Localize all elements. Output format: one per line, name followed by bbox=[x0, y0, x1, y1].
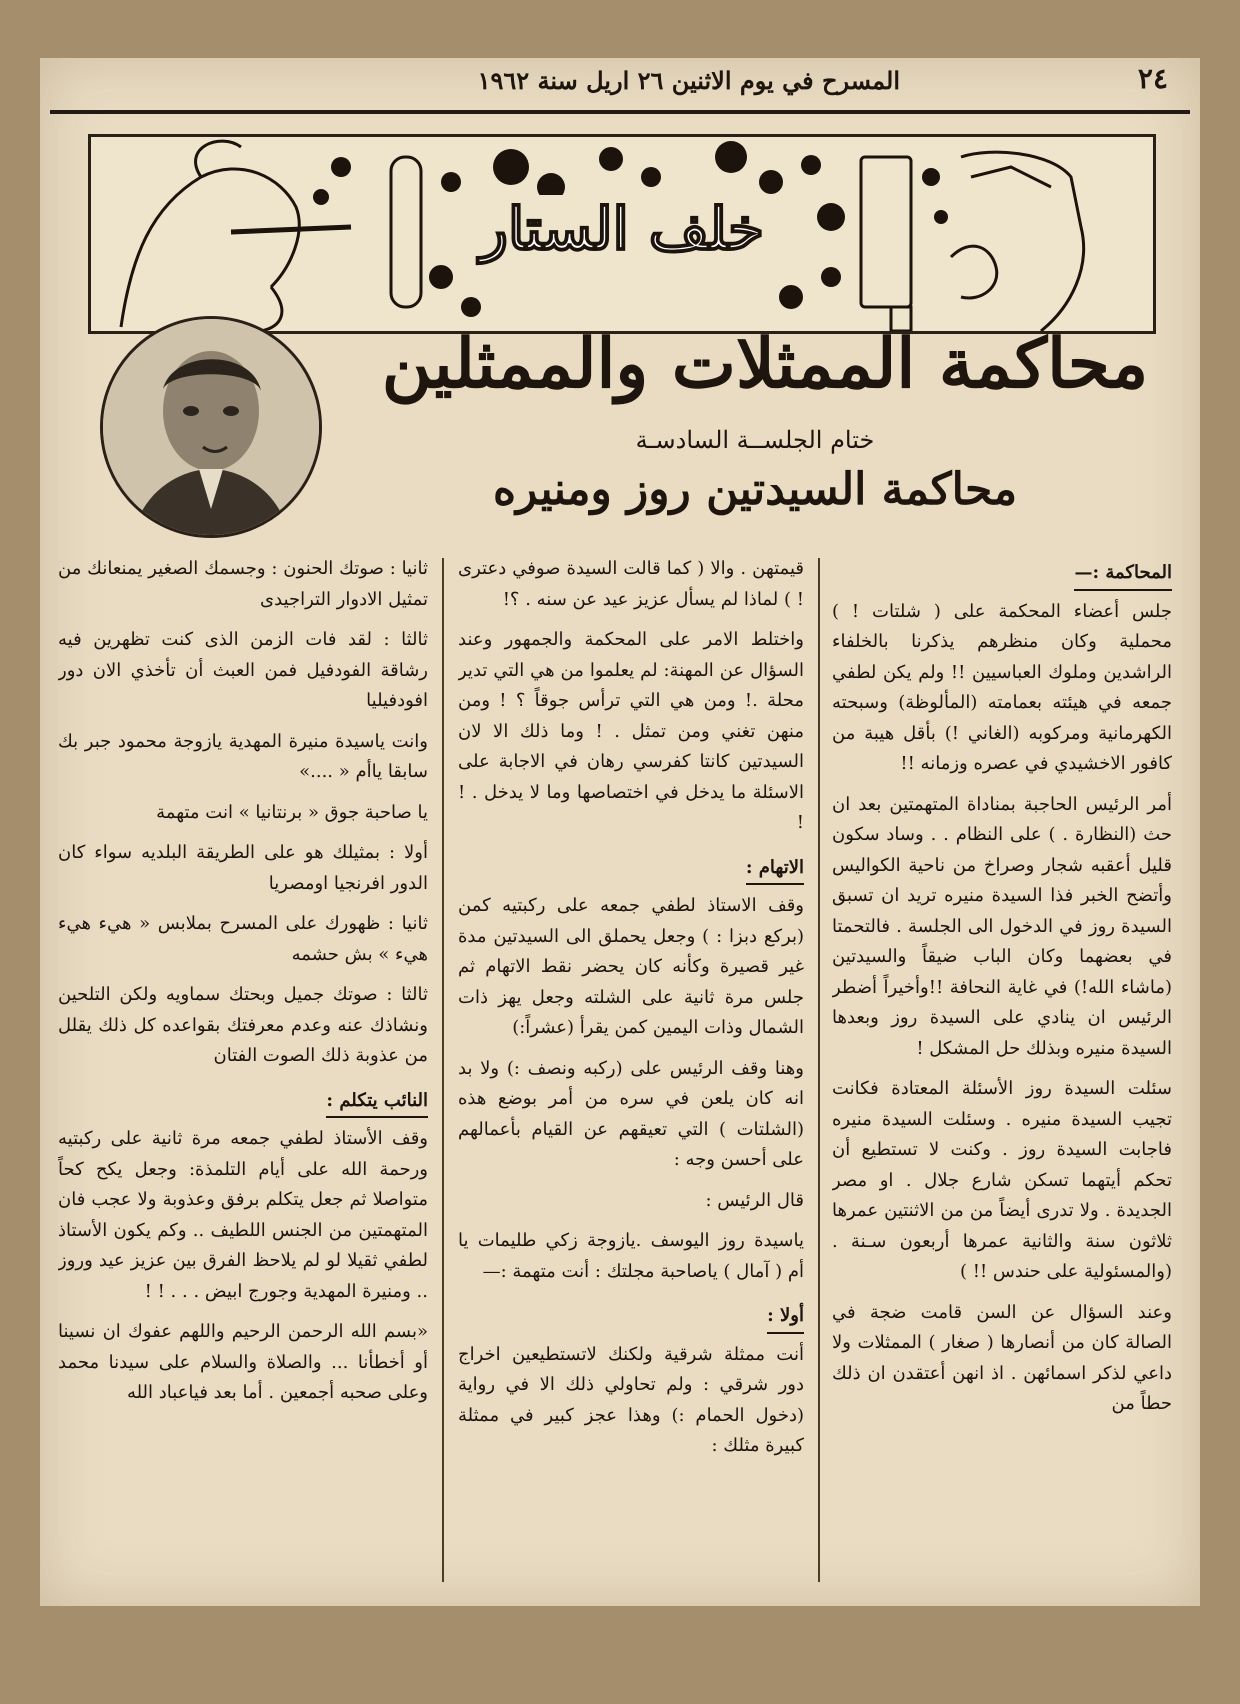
text-column-middle bbox=[458, 554, 804, 1586]
article-title: محاكمة الممثلات والممثلين bbox=[381, 324, 1149, 404]
page-number: ٢٤ bbox=[1137, 62, 1168, 95]
article-subtitle: ختام الجلســة السادسـة bbox=[635, 426, 875, 454]
paragraph: وقف الأستاذ لطفي جمعه مرة ثانية على ركبتيه ورحمة الله على أيام التلمذة: وجعل يكح كحاً متواصلا ثم جعل يتكلم برفق وعذوبة ولا عجب فان المتهمتين من الجنس اللطيف .. وكم يكون الأستاذ لطفي ثقيلا لو لم يلاحظ الفرق بين عزيز عيد وروز .. ومنيرة المهدية وجورج ابيض . . . ! ! bbox=[58, 1128, 428, 1302]
paragraph: جلس أعضاء المحكمة على ( شلتات ! ) محملية وكان منظرهم يذكرنا بالخلفاء الراشدين وملوك العباسيين !! ولم يكن لطفي جمعه في هيئته بعمامته (المألوظة) وسبحته الكهرمانية ومركوبه (الغاني !) بأقل هيبة من كافور الاخشيدي في عصره وزمانه !! bbox=[832, 600, 1172, 774]
portrait-photo bbox=[100, 316, 322, 538]
paragraph: ثالثا : لقد فات الزمن الذى كنت تظهرين فيه رشاقة الفودفيل فمن العبث أن تأخذي الان دور افودفيليا bbox=[58, 629, 428, 711]
paragraph: ثانيا : صوتك الحنون : وجسمك الصغير يمنعانك من تمثيل الادوار التراجيدى bbox=[58, 558, 428, 610]
text-column-right bbox=[832, 554, 1172, 1586]
paragraph: وقف الاستاذ لطفي جمعه على ركبتيه كمن (بركع دبزا : ) وجعل يحملق الى السيدتين مدة غير قصيرة وكأنه كان يحضر نقط الاتهام ثم جلس مرة ثانية على الشلته وجعل يهز ذات الشمال وذات اليمين كمن يقرأ (عشراً:) bbox=[458, 895, 804, 1038]
text-column-left bbox=[58, 554, 428, 1586]
newspaper-page bbox=[40, 58, 1200, 1606]
section-heading: المحاكمة :— bbox=[1074, 558, 1172, 591]
section-heading: أولا : bbox=[767, 1301, 804, 1334]
paragraph: أمر الرئيس الحاجبة بمناداة المتهمتين بعد ان حث (النظارة . ) على النظام . . وساد سكون قليل أعقبه شجار وصراخ من ناحية الكواليس وأتضح الخبر فذا السيدة منيره تريد ان تسبق السيدة روز في الدخول الى الجلسة . فالتحمتا في بعضهما وكان الباب ضيقاً والسيدتين (ماشاء الله!) في غاية النحافة !!وأخيراً أضطر الرئيس ان ينادي على السيدة روز وبعدها السيدة منيره وبذلك حل المشكل ! bbox=[832, 793, 1172, 1059]
paragraph: وانت ياسيدة منيرة المهدية يازوجة محمود جبر بك سابقا ياأم « ....» bbox=[58, 730, 428, 782]
paragraph: ياسيدة روز اليوسف .يازوجة زكي طليمات يا أم ( آمال ) ياصاحبة مجلتك : أنت متهمة :— bbox=[458, 1230, 804, 1282]
paragraph: «بسم الله الرحمن الرحيم واللهم عفوك ان نسينا أو أخطأنا ... والصلاة والسلام على سيدنا محمد وعلى صحبه أجمعين . أما بعد فياعباد الله bbox=[58, 1321, 428, 1403]
paragraph: يا صاحبة جوق « برنتانيا » انت متهمة bbox=[156, 801, 428, 823]
paragraph: واختلط الامر على المحكمة والجمهور وعند السؤال عن المهنة: لم يعلموا من هي التي تدير محلة .! ومن هي التي ترأس جوقاً ؟ ! ومن منهن تغني ومن تمثل . ! وما ذلك الا لان السيدتين كانتا كفرسي رهان في الاجابة على الاسئلة ما يدخل في اختصاصها وما لا يدخل . ! ! bbox=[458, 629, 804, 833]
column-divider bbox=[818, 558, 820, 1582]
section-heading: الاتهام : bbox=[746, 853, 804, 886]
paragraph: قال الرئيس : bbox=[705, 1189, 804, 1211]
paragraph: وعند السؤال عن السن قامت ضجة في الصالة كان من أنصارها ( صغار ) الممثلات ولا داعي لذكر اسمائهن . اذ انهن أعتقدن ان ذلك حطاً من bbox=[832, 1301, 1172, 1414]
header-rule bbox=[50, 110, 1190, 114]
running-head: المسرح في يوم الاثنين ٢٦ اريل سنة ١٩٦٢ bbox=[477, 66, 900, 95]
paragraph: أنت ممثلة شرقية ولكنك لاتستطيعين اخراج دور شرقي : ولم تحاولي ذلك الا في رواية (دخول الحمام :) وهذا عجز كبير في ممثلة كبيرة مثلك : bbox=[458, 1343, 804, 1456]
paragraph: سئلت السيدة روز الأسئلة المعتادة فكانت تجيب السيدة منيره . وسئلت السيدة منيره فاجابت السيدة روز . وكنت لا تستطيع أن تحكم أيتهما تسكن شارع جلال . او مصر الجديدة . ولا تدرى أيضاً من من الاثنتين عمرها ثلاثون سنة والثانية عمرها أربعون سـنة . (والمسئولية على حندس !! ) bbox=[832, 1078, 1172, 1282]
section-banner bbox=[88, 134, 1156, 334]
paragraph: أولا : بمثيلك هو على الطريقة البلديه سواء كان الدور افرنجيا اومصريا bbox=[58, 842, 428, 894]
banner-title: خلف الستار bbox=[480, 195, 764, 263]
page-header bbox=[40, 58, 1200, 108]
paragraph: ثانيا : ظهورك على المسرح بملابس « هيء هيء هيء » بش حشمه bbox=[58, 913, 428, 965]
paragraph: قيمتهن . والا ( كما قالت السيدة صوفي دعترى ! ) لماذا لم يسأل عزيز عيد عن سنه . ؟! bbox=[458, 558, 804, 610]
paragraph: ثالثا : صوتك جميل وبحتك سماويه ولكن التلحين ونشاذك عنه وعدم معرفتك بقواعده كل ذلك يقلل من عذوبة ذلك الصوت الفتان bbox=[58, 984, 428, 1066]
article-heading: محاكمة السيدتين روز ومنيره bbox=[492, 464, 1018, 515]
section-heading: النائب يتكلم : bbox=[326, 1086, 428, 1119]
paragraph: وهنا وقف الرئيس على (ركبه ونصف :) ولا بد انه كان يلعن في سره من أمر بوضع هذه (الشلتات ) التي تعيقهم عن القيام بأعمالهم على أحسن وجه : bbox=[458, 1057, 804, 1170]
column-divider bbox=[442, 558, 444, 1582]
